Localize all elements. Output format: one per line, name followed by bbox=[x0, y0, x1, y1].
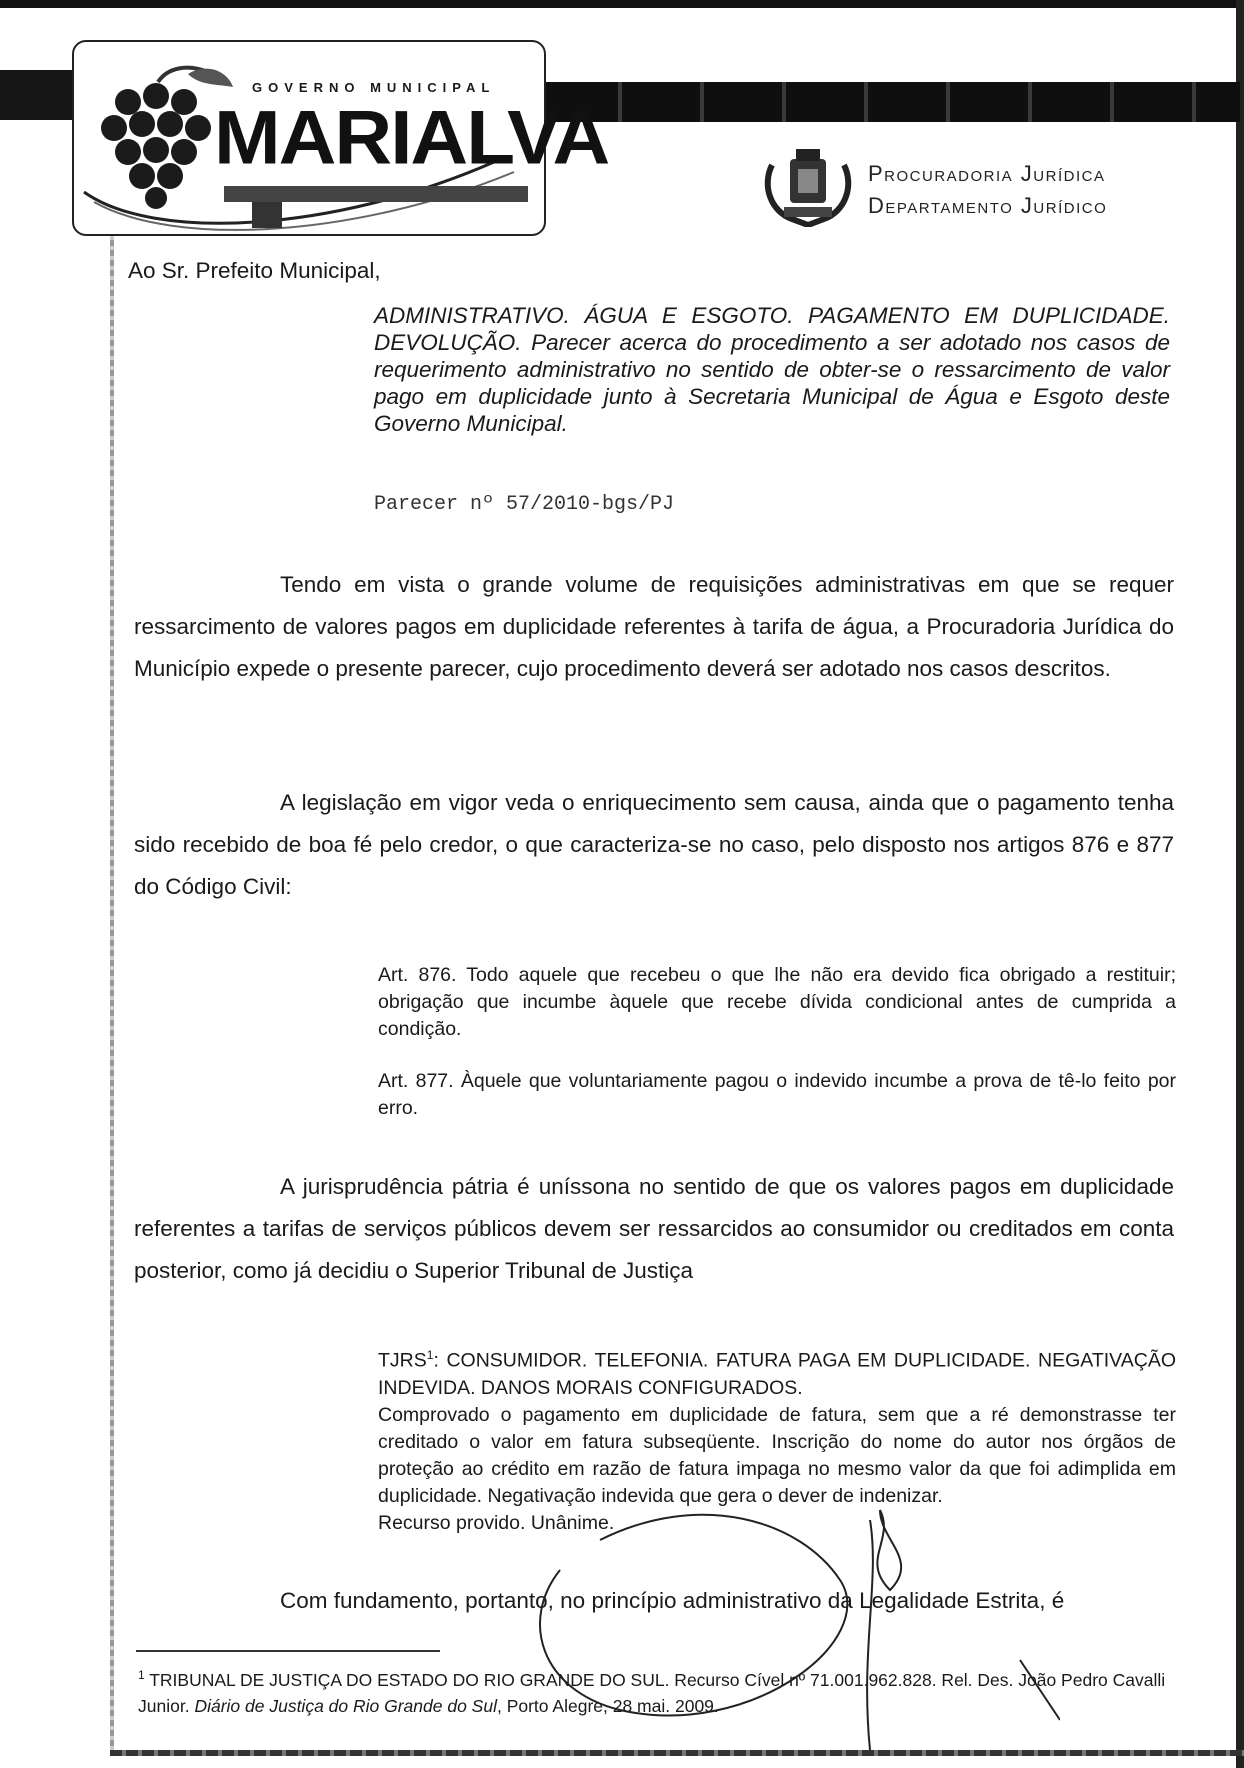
tjrs-headline: : CONSUMIDOR. TELEFONIA. FATURA PAGA EM DUPLICIDADE. NEGATIVAÇÃO INDEVIDA. DANOS MORAIS CONFIGURADOS. bbox=[378, 1349, 1176, 1399]
scan-border-left bbox=[110, 230, 114, 1750]
tjrs-body: Comprovado o pagamento em duplicidade de fatura, sem que a ré demonstrasse ter creditado o valor em fatura subseqüente. Inscrição do nome do autor nos órgãos de proteção ao crédito em razão de fatura impaga no mesmo valor da que foi adimplida em duplicidade. Negativação indevida que gera o dever de indenizar. bbox=[378, 1403, 1176, 1507]
paragraph-1: Tendo em vista o grande volume de requisições administrativas em que se requer ressarcimento de valores pagos em duplicidade referentes à tarifa de água, a Procuradoria Jurídica do Município expede o presente parecer, cujo procedimento deverá ser adotado nos casos descritos. bbox=[134, 572, 1174, 681]
paragraph-2: A legislação em vigor veda o enriquecimento sem causa, ainda que o pagamento tenha sido recebido de boa fé pelo credor, o que caracteriza-se no caso, pelo disposto nos artigos 876 e 877 do Código Civil: bbox=[134, 790, 1174, 899]
parecer-number: Parecer nº 57/2010-bgs/PJ bbox=[374, 493, 675, 516]
logo-band bbox=[224, 186, 528, 202]
dept-line-1: Procuradoria Jurídica bbox=[868, 161, 1106, 186]
department-heading bbox=[868, 158, 1107, 222]
scan-border-top bbox=[0, 0, 1244, 8]
handwritten-signature bbox=[500, 1500, 1060, 1750]
footnote-divider bbox=[136, 1650, 440, 1652]
addressee: Ao Sr. Prefeito Municipal, bbox=[128, 258, 381, 283]
scan-border-right bbox=[1236, 0, 1244, 1768]
tjrs-label: TJRS bbox=[378, 1349, 427, 1372]
coat-of-arms-icon bbox=[762, 145, 854, 227]
ementa-summary: ADMINISTRATIVO. ÁGUA E ESGOTO. PAGAMENTO EM DUPLICIDADE. DEVOLUÇÃO. Parecer acerca do procedimento a ser adotado nos casos de requerimento administrativo no sentido de obter-se o ressarcimento de valor pago em duplicidade junto à Secretaria Municipal de Água e Esgoto deste Governo Municipal. bbox=[374, 303, 1170, 436]
header-bar-right bbox=[540, 82, 1240, 122]
footnote-mark: 1 bbox=[138, 1668, 145, 1682]
logo-city-name: MARIALVA bbox=[214, 95, 609, 180]
marialva-logo bbox=[72, 40, 609, 236]
footnote-text-a: TRIBUNAL DE JUSTIÇA DO ESTADO DO RIO GRANDE DO SUL. Recurso Cível nº 71.001.962.828. Rel. Des. João Pedro Cavalli Junior. bbox=[138, 1669, 1166, 1716]
quote-art-876: Art. 876. Todo aquele que recebeu o que lhe não era devido fica obrigado a restituir; obrigação que incumbe àquele que recebe dívida condicional antes de cumprida a condição. bbox=[378, 964, 1176, 1040]
footnote-text-b: , Porto Alegre, 28 mai. 2009. bbox=[496, 1695, 719, 1716]
footnote-journal: Diário de Justiça do Rio Grande do Sul bbox=[194, 1695, 497, 1716]
quote-art-877: Art. 877. Àquele que voluntariamente pagou o indevido incumbe a prova de tê-lo feito por erro. bbox=[378, 1070, 1176, 1119]
scan-border-bottom bbox=[110, 1750, 1244, 1756]
logo-top-line: GOVERNO MUNICIPAL bbox=[252, 80, 496, 95]
tjrs-footnote-ref: 1 bbox=[426, 1348, 434, 1362]
dept-line-2: Departamento Jurídico bbox=[868, 193, 1108, 218]
paragraph-3: A jurisprudência pátria é uníssona no sentido de que os valores pagos em duplicidade referentes a tarifas de serviços públicos devem ser ressarcidos ao consumidor ou creditados em conta posterior, como já decidiu o Superior Tribunal de Justiça bbox=[134, 1174, 1174, 1283]
tjrs-end: Recurso provido. Unânime. bbox=[378, 1511, 615, 1534]
paragraph-4: Com fundamento, portanto, no princípio administrativo da Legalidade Estrita, é bbox=[280, 1588, 1065, 1613]
